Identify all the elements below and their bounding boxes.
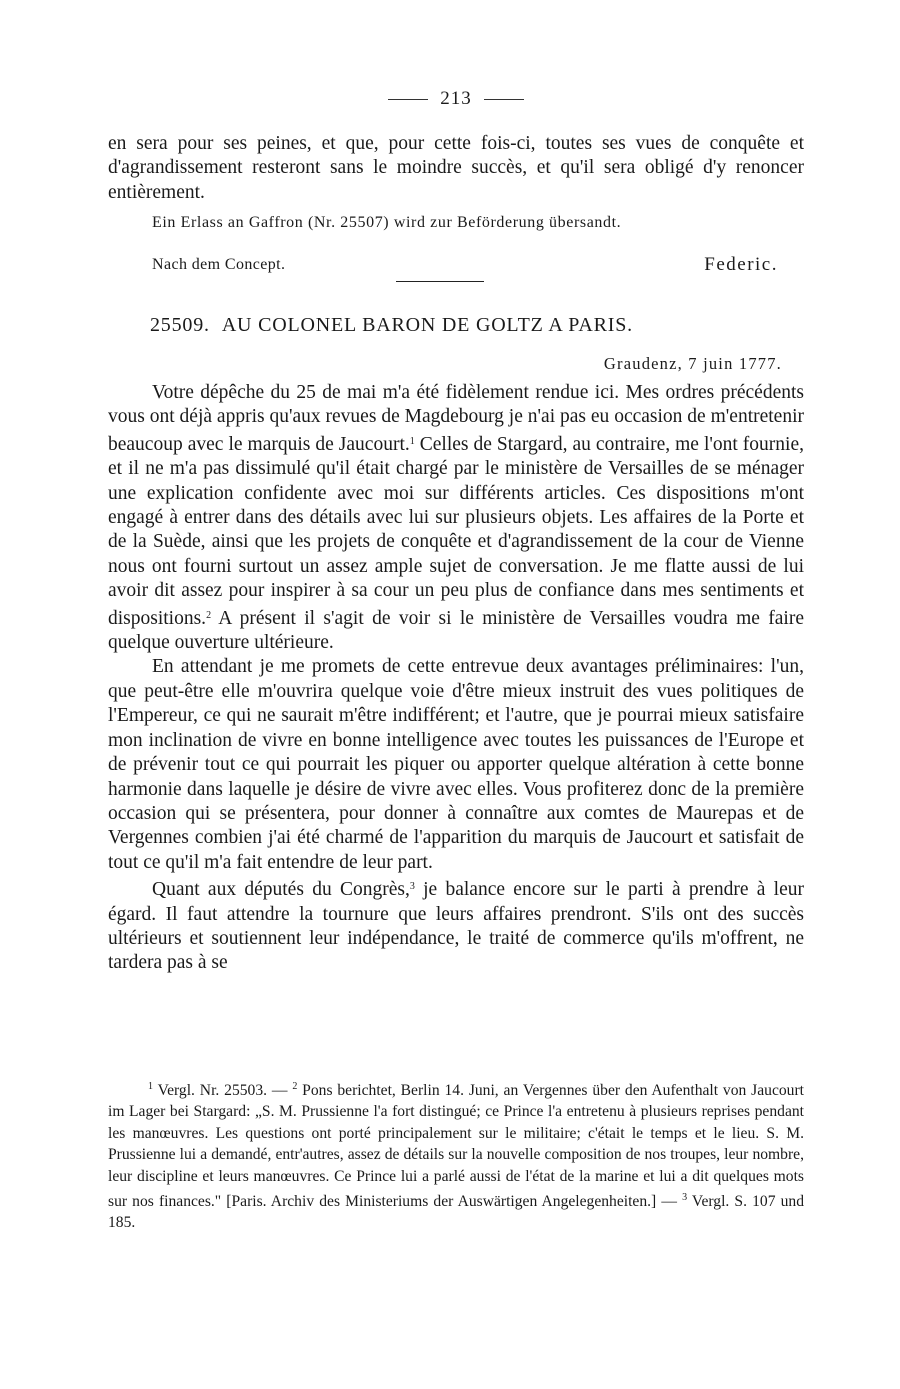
header-dash-right <box>484 99 524 100</box>
editor-note: Ein Erlass an Gaffron (Nr. 25507) wird zur Beförderung übersandt. <box>152 214 622 231</box>
body-text-span: je balance encore sur le parti à prendre à leur égard. Il faut attendre la tournure que leurs affaires prendront. S'ils ont des succès ultérieurs et soutiennent leur indépendance, le traité de commerce qu'ils m'offrent, ne tardera pas à se <box>108 879 804 974</box>
header-dash-left <box>388 99 428 100</box>
footnote-mark-3: 3 <box>682 1192 688 1204</box>
footnote-ref-2: 2 <box>206 609 212 621</box>
signature: Federic. <box>704 254 778 275</box>
body-text-span: Votre dépêche du 25 de mai m'a été fidèlement rendue ici. Mes ordres précédents vous ont déjà appris qu'aux revues de Magdebourg je n'ai pas eu occasion de m'entretenir beaucoup avec le marquis de Jaucourt. <box>108 382 804 455</box>
footnotes <box>108 1076 804 1234</box>
body-paragraph-2: En attendant je me promets de cette entrevue deux avantages préliminaires: l'un, que peut-être elle m'ouvrira quelque voie d'être mieux instruit des vues politiques de l'Empereur, ce qui ne saurait m'être indifférent; et l'autre, que je pourrai mieux satisfaire mon inclination de vivre en bonne intelligence avec toutes les puissances de l'Europe et de prévenir tout ce qui pourrait les piquer ou apporter quelque altération à cette bonne harmonie dans laquelle je désire de vivre avec elles. Vous profiterez donc de la première occasion qui se présentera, pour donner à connaître aux comtes de Maurepas et de Vergennes combien j'ai été charmé de l'apparition du marquis de Jaucourt et satisfait de tout ce qu'il m'a fait entendre de leur part. <box>108 656 804 873</box>
page-header <box>108 88 804 110</box>
section-divider <box>396 281 484 282</box>
footnote-text-1: Vergl. Nr. 25503. — <box>153 1082 293 1099</box>
footnote-ref-1: 1 <box>409 435 415 447</box>
footnote-mark-1: 1 <box>148 1081 153 1092</box>
source-note: Nach dem Concept. <box>152 256 286 273</box>
letter-heading <box>150 314 633 337</box>
body-text-span: Quant aux députés du Congrès, <box>152 879 410 901</box>
footnote-text-3: Vergl. S. 107 und 185. <box>108 1193 804 1232</box>
page-number: 213 <box>440 88 472 109</box>
footnote-block <box>108 1076 804 1234</box>
footnote-ref-3: 3 <box>409 881 415 893</box>
body-paragraph-3 <box>108 875 804 976</box>
footnote-mark-2: 2 <box>292 1081 298 1092</box>
letter-number: 25509. <box>150 314 210 336</box>
footnote-text-2: Pons berichtet, Berlin 14. Juni, an Vergennes über den Aufenthalt von Jaucourt im Lager bei Stargard: „S. M. Prussienne l'a fort distingué; ce Prince l'a entretenu à plusieurs reprises pendant les manœuvres. Les questions ont porté principalement sur le militaire; c'était le temps et le lieu. S. M. Prussienne lui a demandé, entr'autres, assez de détails sur la nouvelle composition de nos troupes, leur nombre, leur discipline et leurs manœuvres. Ce Prince lui a parlé aussi de l'état de la marine et lui a dit quelques mots sur nos finances." [Paris. Archiv des Ministeriums der Auswärtigen Angelegenheiten.] — <box>108 1082 805 1211</box>
continuation-paragraph: en sera pour ses peines, et que, pour cette fois-ci, toutes ses vues de conquête et d'agrandissement resteront sans le moindre succès, et qu'il sera obligé d'y renoncer entièrement. <box>108 133 804 203</box>
dateline: Graudenz, 7 juin 1777. <box>603 354 782 373</box>
body-text-span: Celles de Stargard, au contraire, me l'ont fournie, et il ne m'a pas dissimulé qu'il était chargé par le ministère de Versailles de se ménager une explication confidente avec moi sur différents articles. Ces dispositions m'ont engagé à entrer dans des détails avec lui sur plusieurs objets. Les affaires de la Porte et de la Suède, ainsi que les projets de conquête et d'agrandissement de la cour de Vienne nous ont fourni surtout un assez ample sujet de conversation. Je me flatte aussi de lui avoir dit assez pour inspirer à sa cour un peu plus de confiance dans mes sentiments et dispositions. <box>108 433 804 629</box>
body-text-span: A présent il s'agit de voir si le ministère de Versailles voudra me faire quelque ouverture ultérieure. <box>108 607 804 654</box>
letter-body <box>108 381 804 976</box>
body-paragraph-1 <box>108 381 804 655</box>
letter-title: AU COLONEL BARON DE GOLTZ A PARIS. <box>221 314 633 336</box>
